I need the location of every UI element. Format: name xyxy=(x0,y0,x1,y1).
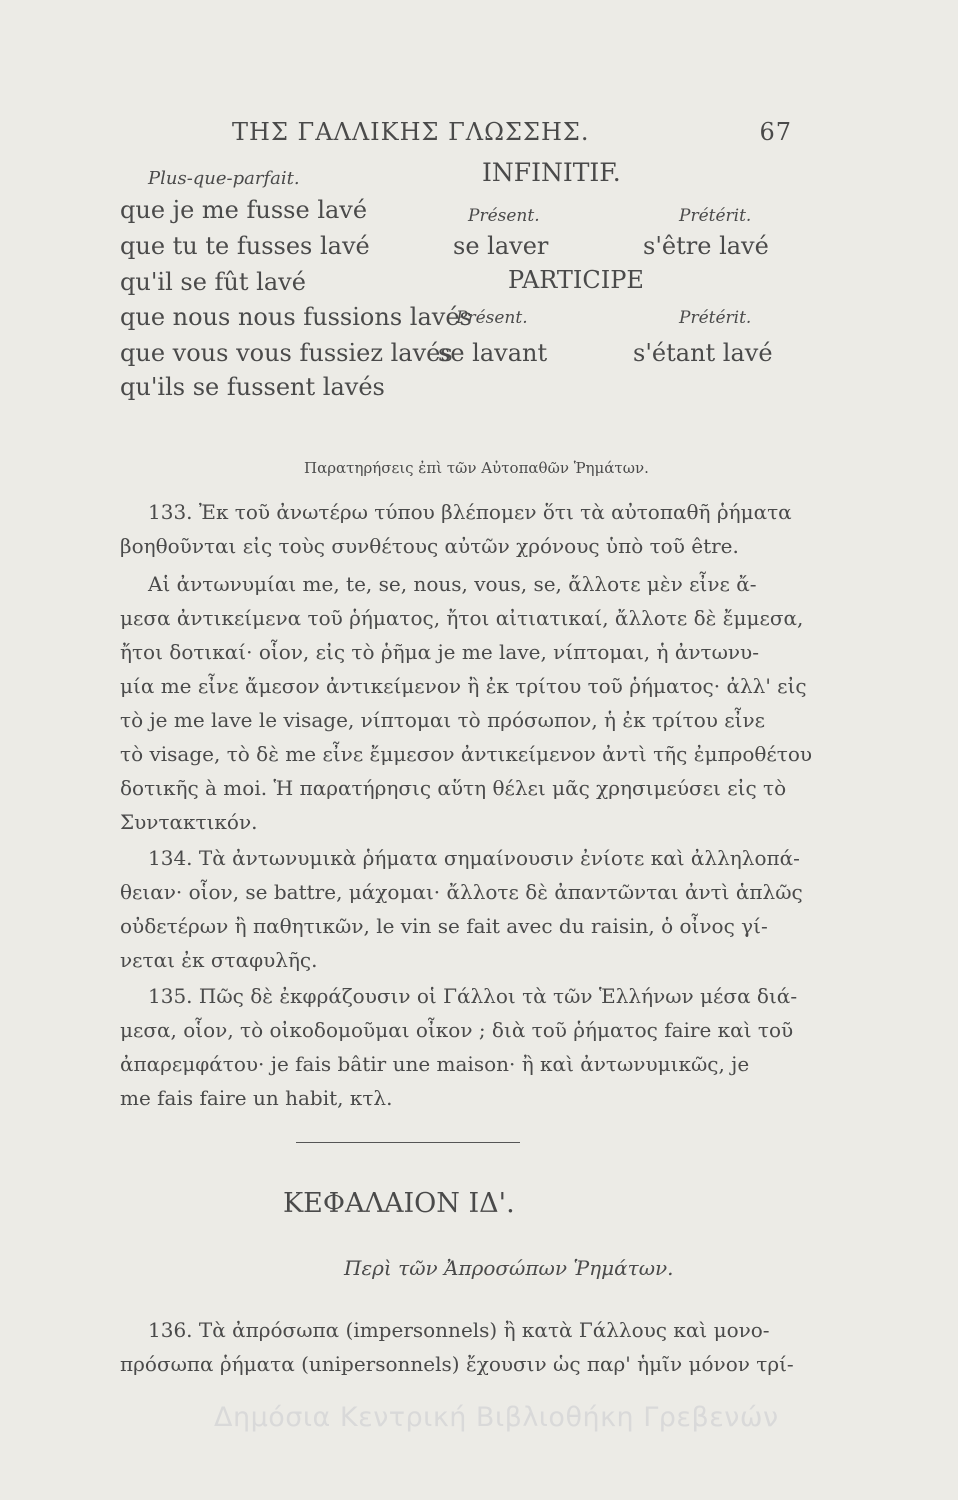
text-line: Συντακτικόν. xyxy=(120,810,258,834)
text-line: οὐδετέρων ἢ παθητικῶν, le vin se fait avec du raisin, ὁ οἶνος γί- xyxy=(120,914,768,938)
infinitif-present: se laver xyxy=(453,232,549,260)
header-title: ΤΗΣ ΓΑΛΛΙΚΗΣ ΓΛΩΣΣΗΣ. xyxy=(232,118,590,146)
text-line: βοηθοῦνται εἰς τοὺς συνθέτους αὐτῶν χρόνους ὑπὸ τοῦ être. xyxy=(120,534,739,558)
participe-preterit: s'étant lavé xyxy=(633,339,773,367)
participe-present-label: Présent. xyxy=(456,308,528,328)
infinitif-preterit-label: Prétérit. xyxy=(679,206,752,226)
infinitif-heading: INFINITIF. xyxy=(482,158,621,187)
text-line: ἤτοι δοτικαί· οἷον, εἰς τὸ ῥῆμα je me lave, νίπτομαι, ἡ ἀντωνυ- xyxy=(120,640,759,664)
participe-heading: PARTICIPE xyxy=(508,266,644,294)
text-line: Αἱ ἀντωνυμίαι me, te, se, nous, vous, se, ἄλλοτε μὲν εἶνε ἄ- xyxy=(148,572,757,596)
library-watermark: Δημόσια Κεντρική Βιβλιοθήκη Γρεβενών xyxy=(214,1402,779,1433)
text-line: τὸ je me lave le visage, νίπτομαι τὸ πρόσωπον, ἡ ἐκ τρίτου εἶνε xyxy=(120,708,765,732)
running-header xyxy=(232,118,792,146)
page-number: 67 xyxy=(759,118,792,146)
participe-present: se lavant xyxy=(438,339,548,367)
text-line: πρόσωπα ῥήματα (unipersonnels) ἔχουσιν ὡς παρ' ἡμῖν μόνον τρί- xyxy=(120,1352,794,1376)
conj-line-2: que tu te fusses lavé xyxy=(120,232,370,260)
text-line: δοτικῆς à moi. Ἡ παρατήρησις αὕτη θέλει μᾶς χρησιμεύσει εἰς τὸ xyxy=(120,776,787,800)
section-divider xyxy=(296,1142,520,1143)
text-line: μεσα ἀντικείμενα τοῦ ῥήματος, ἤτοι αἰτιατικαί, ἄλλοτε δὲ ἔμμεσα, xyxy=(120,606,804,630)
conj-line-1: que je me fusse lavé xyxy=(120,196,368,224)
conj-line-5: que vous vous fussiez lavés xyxy=(120,339,453,367)
text-line: νεται ἐκ σταφυλῆς. xyxy=(120,948,318,972)
text-line: me fais faire un habit, κτλ. xyxy=(120,1086,393,1110)
text-line: τὸ visage, τὸ δὲ me εἶνε ἔμμεσον ἀντικείμενον ἀντὶ τῆς ἐμπροθέτου xyxy=(120,742,813,766)
text-line: μεσα, οἷον, τὸ οἰκοδομοῦμαι οἶκον ; διὰ τοῦ ῥήματος faire καὶ τοῦ xyxy=(120,1018,794,1042)
chapter-title: ΚΕΦΑΛΑΙΟΝ ΙΔ'. xyxy=(283,1188,515,1219)
participe-preterit-label: Prétérit. xyxy=(679,308,752,328)
conj-line-3: qu'il se fût lavé xyxy=(120,268,306,296)
text-line: θειαν· οἷον, se battre, μάχομαι· ἄλλοτε δὲ ἀπαντῶνται ἀντὶ ἁπλῶς xyxy=(120,880,803,904)
infinitif-present-label: Présent. xyxy=(468,206,540,226)
conj-line-6: qu'ils se fussent lavés xyxy=(120,373,385,401)
plus-que-parfait-heading: Plus-que-parfait. xyxy=(148,168,300,189)
text-line: 133. Ἐκ τοῦ ἀνωτέρω τύπου βλέπομεν ὅτι τὰ αὐτοπαθῆ ῥήματα xyxy=(148,500,792,524)
text-line: μία me εἶνε ἄμεσον ἀντικείμενον ἢ ἐκ τρίτου τοῦ ῥήματος· ἀλλ' εἰς xyxy=(120,674,807,698)
chapter-subtitle: Περὶ τῶν Ἀπροσώπων Ῥημάτων. xyxy=(344,1256,674,1280)
text-line: 134. Τὰ ἀντωνυμικὰ ῥήματα σημαίνουσιν ἐνίοτε καὶ ἀλληλοπά- xyxy=(148,846,800,870)
text-line: ἀπαρεμφάτου· je fais bâtir une maison· ἢ καὶ ἀντωνυμικῶς, je xyxy=(120,1052,750,1076)
section-caption: Παρατηρήσεις ἐπὶ τῶν Αὐτοπαθῶν Ῥημάτων. xyxy=(304,459,649,477)
text-line: 135. Πῶς δὲ ἐκφράζουσιν οἱ Γάλλοι τὰ τῶν Ἑλλήνων μέσα διά- xyxy=(148,984,798,1008)
conj-line-4: que nous nous fussions lavés xyxy=(120,303,472,331)
text-line: 136. Τὰ ἀπρόσωπα (impersonnels) ἢ κατὰ Γάλλους καὶ μονο- xyxy=(148,1318,770,1342)
infinitif-preterit: s'être lavé xyxy=(643,232,769,260)
